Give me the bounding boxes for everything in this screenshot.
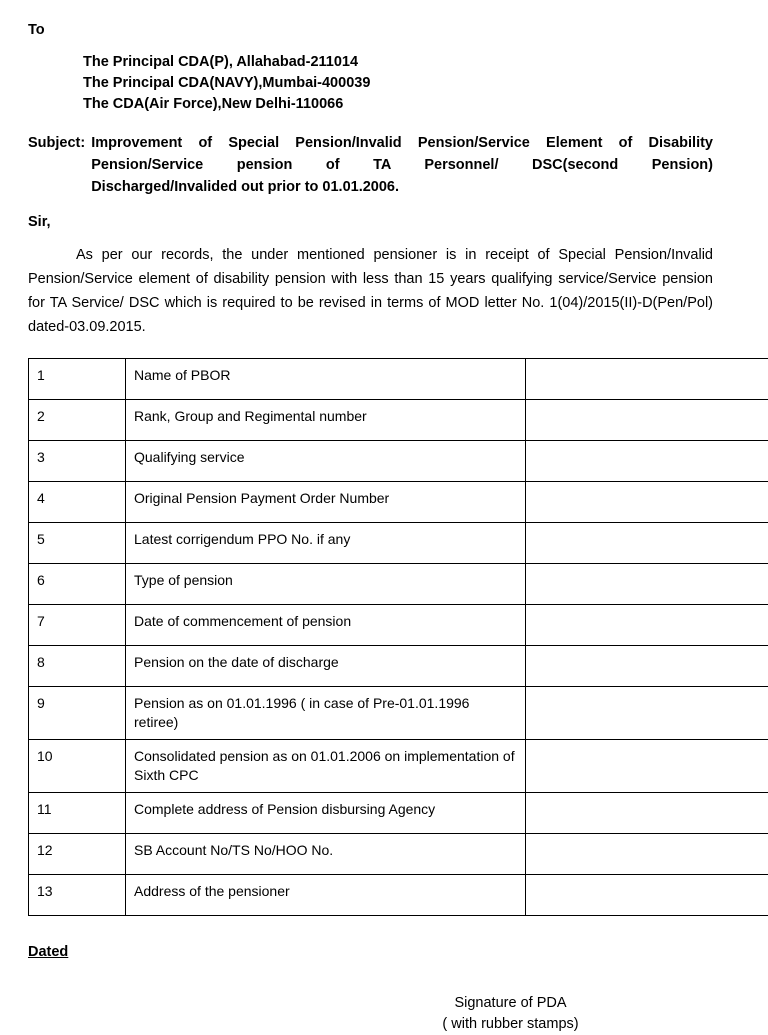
row-value[interactable]: [526, 522, 768, 563]
table-row: [29, 874, 768, 915]
row-value[interactable]: [526, 440, 768, 481]
row-label: Address of the pensioner: [126, 874, 526, 915]
row-number: 5: [29, 522, 126, 563]
row-label: Latest corrigendum PPO No. if any: [126, 522, 526, 563]
addressee-line: The Principal CDA(NAVY),Mumbai-400039: [83, 73, 713, 94]
row-number: 7: [29, 604, 126, 645]
row-label: Name of PBOR: [126, 358, 526, 399]
table-row: [29, 833, 768, 874]
row-number: 4: [29, 481, 126, 522]
row-value[interactable]: [526, 792, 768, 833]
row-label: Rank, Group and Regimental number: [126, 399, 526, 440]
row-value[interactable]: [526, 686, 768, 739]
row-label: Complete address of Pension disbursing Agency: [126, 792, 526, 833]
row-label: SB Account No/TS No/HOO No.: [126, 833, 526, 874]
row-value[interactable]: [526, 645, 768, 686]
addressee-line: The CDA(Air Force),New Delhi-110066: [83, 94, 713, 115]
table-row: [29, 358, 768, 399]
table-row: [29, 399, 768, 440]
addressee-block: [83, 52, 713, 115]
signature-line-1: Signature of PDA: [308, 993, 713, 1014]
row-label: Consolidated pension as on 01.01.2006 on implementation of Sixth CPC: [126, 739, 526, 792]
row-number: 11: [29, 792, 126, 833]
table-row: [29, 645, 768, 686]
table-row: [29, 686, 768, 739]
table-row: [29, 792, 768, 833]
subject-line-1: Improvement of Special Pension/Invalid Pension/Service Element of Disability: [91, 135, 713, 151]
row-number: 1: [29, 358, 126, 399]
row-number: 10: [29, 739, 126, 792]
table-row: [29, 563, 768, 604]
subject-block: [28, 133, 713, 198]
row-label: Original Pension Payment Order Number: [126, 481, 526, 522]
subject-line-3: Discharged/Invalided out prior to 01.01.2006.: [91, 177, 713, 199]
row-label: Qualifying service: [126, 440, 526, 481]
row-number: 8: [29, 645, 126, 686]
signature-line-2: ( with rubber stamps): [308, 1014, 713, 1035]
dated-label: Dated: [28, 944, 68, 960]
row-number: 2: [29, 399, 126, 440]
subject-label: Subject:: [28, 133, 91, 155]
row-value[interactable]: [526, 481, 768, 522]
row-label: Pension on the date of discharge: [126, 645, 526, 686]
row-value[interactable]: [526, 358, 768, 399]
row-label: Pension as on 01.01.1996 ( in case of Pre-01.01.1996 retiree): [126, 686, 526, 739]
table-row: [29, 739, 768, 792]
row-value[interactable]: [526, 604, 768, 645]
table-row: [29, 522, 768, 563]
table-row: [29, 440, 768, 481]
subject-text: [91, 133, 713, 198]
row-number: 9: [29, 686, 126, 739]
row-value[interactable]: [526, 739, 768, 792]
row-value[interactable]: [526, 874, 768, 915]
table-row: [29, 604, 768, 645]
row-value[interactable]: [526, 833, 768, 874]
row-number: 13: [29, 874, 126, 915]
table-row: [29, 481, 768, 522]
addressee-line: The Principal CDA(P), Allahabad-211014: [83, 52, 713, 73]
row-number: 6: [29, 563, 126, 604]
pensioner-details-table: [28, 358, 768, 916]
subject-line-2: Pension/Service pension of TA Personnel/ DSC(second Pension): [91, 155, 713, 177]
row-label: Date of commencement of pension: [126, 604, 526, 645]
row-value[interactable]: [526, 563, 768, 604]
salutation: Sir,: [28, 214, 713, 230]
row-value[interactable]: [526, 399, 768, 440]
row-number: 12: [29, 833, 126, 874]
row-number: 3: [29, 440, 126, 481]
body-paragraph: As per our records, the under mentioned pensioner is in receipt of Special Pension/Invalid Pension/Service element of disability pension with less than 15 years qualifying service/Service pension for TA Service/ DSC which is required to be revised in terms of MOD letter No. 1(04)/2015(II)-D(Pen/Pol) dated-03.09.2015.: [28, 244, 713, 340]
to-label: To: [28, 22, 713, 38]
row-label: Type of pension: [126, 563, 526, 604]
signature-block: [28, 993, 713, 1035]
